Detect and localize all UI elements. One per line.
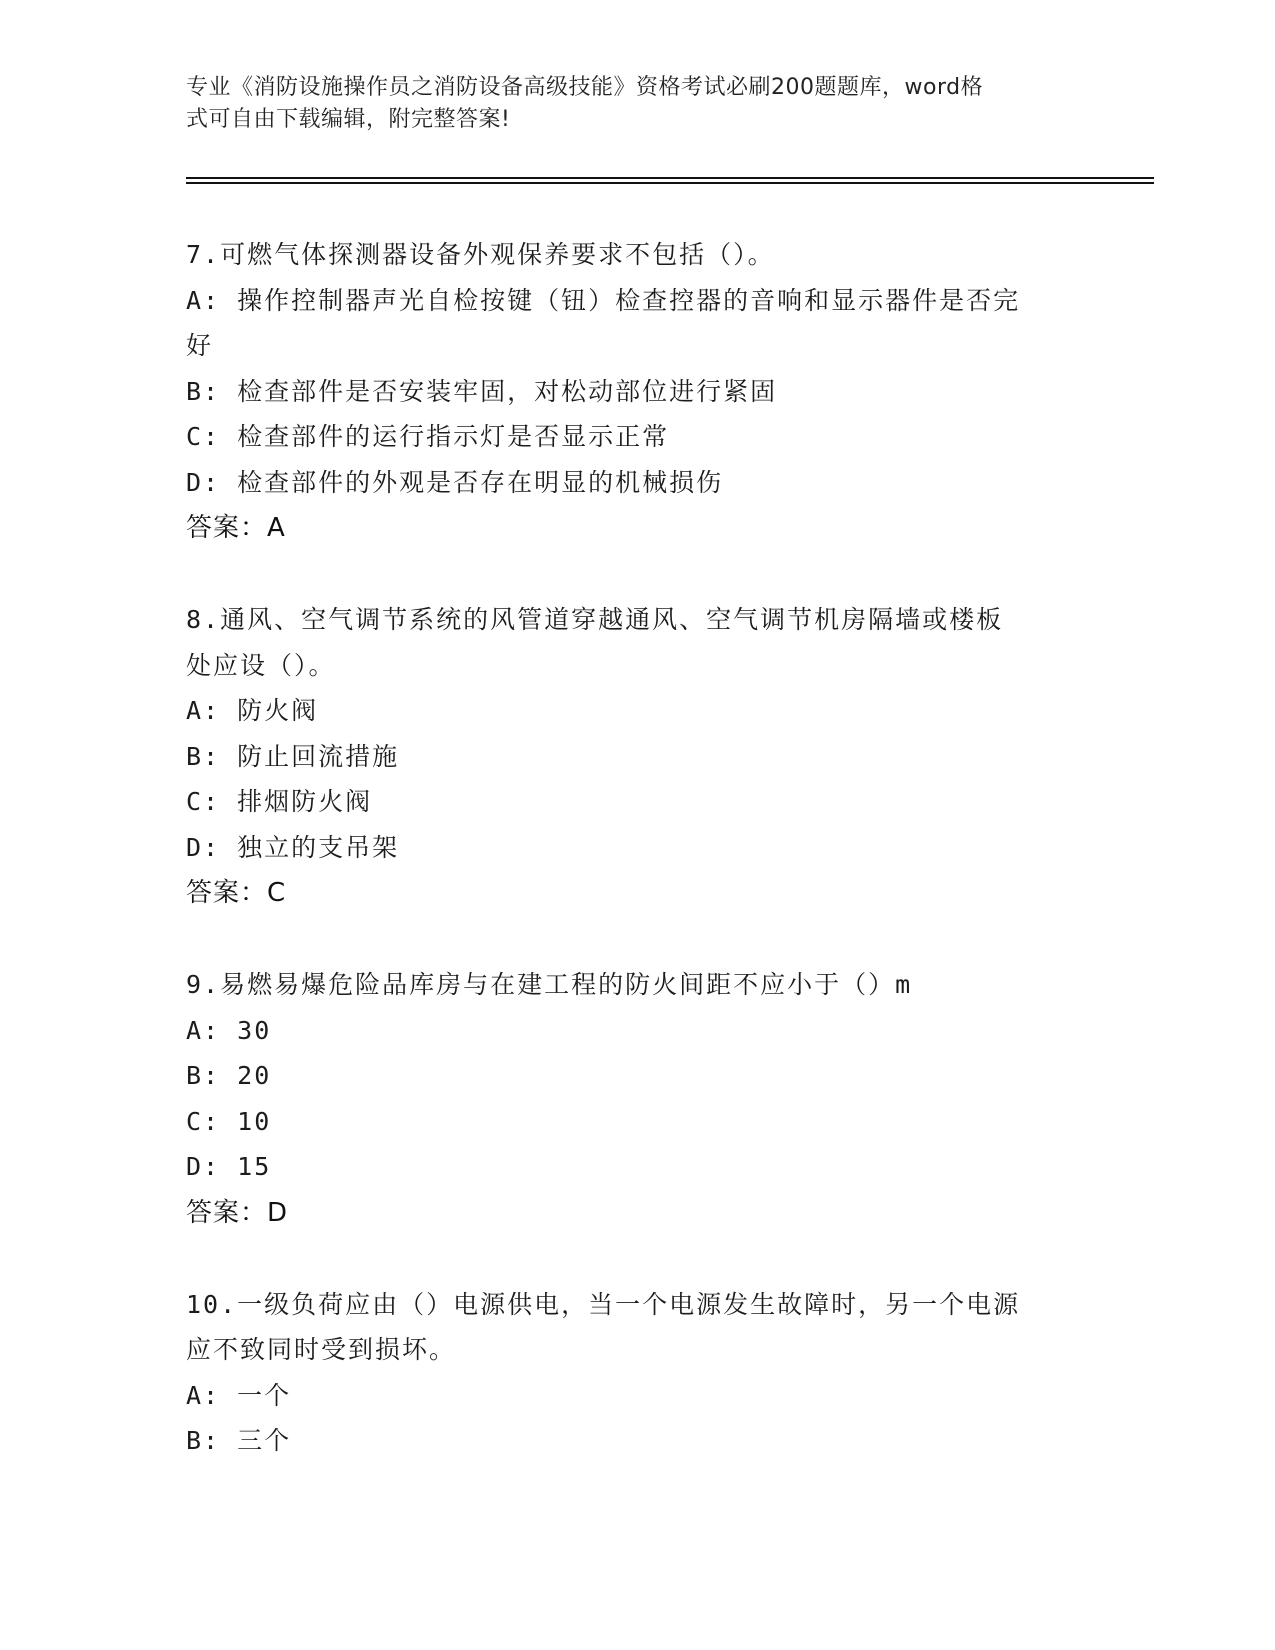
option-c: C: 检查部件的运行指示灯是否显示正常 (186, 422, 670, 451)
question-list (186, 232, 1086, 1510)
question-stem: 8.通风、空气调节系统的风管道穿越通风、空气调节机房隔墙或楼板 (186, 605, 1004, 634)
question-item (186, 597, 1086, 916)
header-line-1: 专业《消防设施操作员之消防设备高级技能》资格考试必刷200题题库，word格 (186, 75, 984, 100)
header-divider-bottom (186, 182, 1154, 184)
option-c: C: 10 (186, 1106, 272, 1136)
question-item (186, 962, 1086, 1236)
header-line-2: 式可自由下载编辑，附完整答案! (186, 107, 511, 132)
option-a: A: 30 (186, 1015, 272, 1045)
question-stem: 7.可燃气体探测器设备外观保养要求不包括（）。 (186, 240, 775, 269)
option-a-continuation: 好 (186, 331, 214, 360)
question-stem-continuation: 应不致同时受到损坏。 (186, 1335, 457, 1364)
question-stem: 9.易燃易爆危险品库房与在建工程的防火间距不应小于（）m (186, 970, 913, 999)
question-stem: 10.一级负荷应由（）电源供电，当一个电源发生故障时，另一个电源 (186, 1289, 1021, 1319)
answer-label: 答案：A (186, 513, 286, 543)
document-header (186, 72, 1086, 136)
question-stem-continuation: 处应设（）。 (186, 650, 336, 680)
option-d: D: 15 (186, 1152, 272, 1181)
option-a: A: 防火阀 (186, 696, 319, 725)
option-a: A: 一个 (186, 1380, 292, 1410)
option-b: B: 20 (186, 1061, 272, 1090)
option-a: A: 操作控制器声光自检按键（钮）检查控器的音响和显示器件是否完 (186, 285, 1021, 315)
question-item (186, 232, 1086, 551)
header-divider-top (186, 177, 1154, 179)
answer-label: 答案：C (186, 878, 287, 908)
option-b: B: 防止回流措施 (186, 741, 400, 771)
option-d: D: 检查部件的外观是否存在明显的机械损伤 (186, 467, 724, 497)
answer-label: 答案：D (186, 1197, 289, 1228)
option-d: D: 独立的支吊架 (186, 832, 400, 862)
option-c: C: 排烟防火阀 (186, 787, 373, 816)
question-item (186, 1282, 1086, 1464)
option-b: B: 三个 (186, 1426, 292, 1455)
option-b: B: 检查部件是否安装牢固，对松动部位进行紧固 (186, 376, 778, 406)
